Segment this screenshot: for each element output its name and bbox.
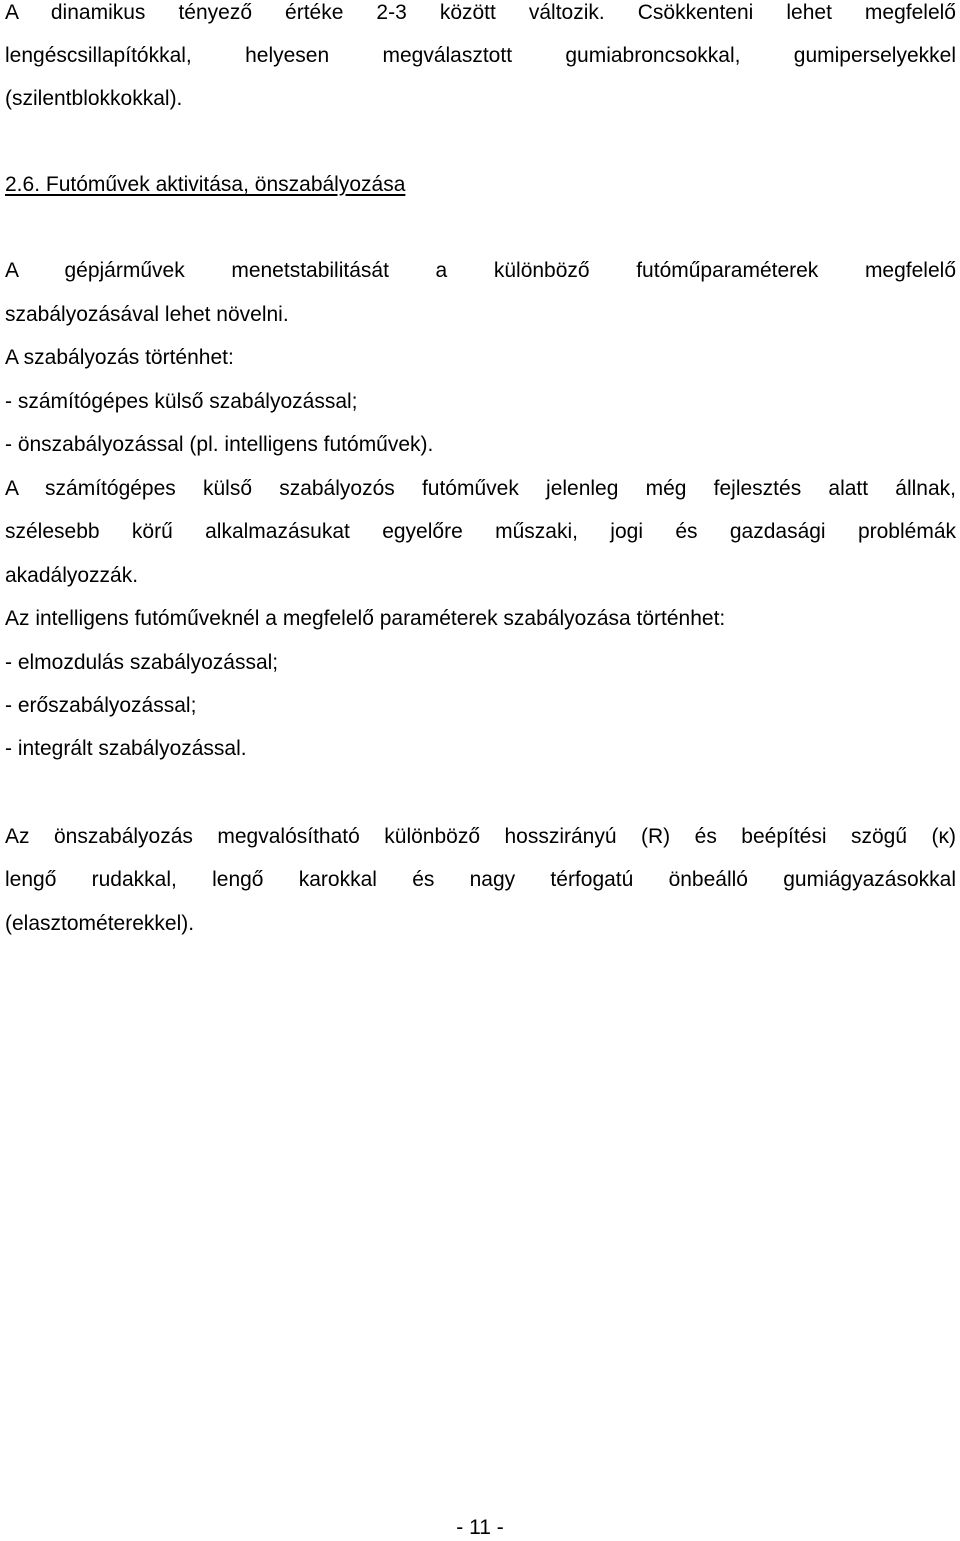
- paragraph-2-line-2: szabályozásával lehet növelni.: [5, 303, 289, 326]
- paragraph-1-line-2: lengéscsillapítókkal, helyesen megválasztott gumiabroncsokkal, gumiperselyekkel: [5, 44, 956, 67]
- list-2-item-3: - integrált szabályozással.: [5, 737, 247, 760]
- paragraph-4-line-2: lengő rudakkal, lengő karokkal és nagy térfogatú önbeálló gumiágyazásokkal: [5, 868, 956, 891]
- paragraph-3-line-1: A számítógépes külső szabályozós futóművek jelenleg még fejlesztés alatt állnak,: [5, 477, 956, 500]
- list-1-item-2: - önszabályozással (pl. intelligens futóművek).: [5, 433, 434, 456]
- list-1-intro: A szabályozás történhet:: [5, 346, 234, 369]
- paragraph-2-line-1: A gépjárművek menetstabilitását a különböző futóműparaméterek megfelelő: [5, 259, 956, 282]
- list-1-item-1: - számítógépes külső szabályozással;: [5, 390, 358, 413]
- section-heading: 2.6. Futóművek aktivitása, önszabályozása: [5, 173, 406, 196]
- paragraph-4-line-1: Az önszabályozás megvalósítható különböző hosszirányú (R) és beépítési szögű (κ): [5, 825, 956, 848]
- list-2-intro: Az intelligens futóműveknél a megfelelő paraméterek szabályozása történhet:: [5, 607, 726, 630]
- paragraph-4-line-3: (elasztométerekkel).: [5, 912, 195, 935]
- list-2-item-2: - erőszabályozással;: [5, 694, 197, 717]
- paragraph-3-line-3: akadályozzák.: [5, 564, 139, 587]
- paragraph-1-line-3: (szilentblokkokkal).: [5, 87, 183, 110]
- paragraph-1-line-1: A dinamikus tényező értéke 2-3 között változik. Csökkenteni lehet megfelelő: [5, 1, 956, 24]
- page-number: - 11 -: [456, 1516, 504, 1539]
- list-2-item-1: - elmozdulás szabályozással;: [5, 651, 279, 674]
- paragraph-3-line-2: szélesebb körű alkalmazásukat egyelőre műszaki, jogi és gazdasági problémák: [5, 520, 956, 543]
